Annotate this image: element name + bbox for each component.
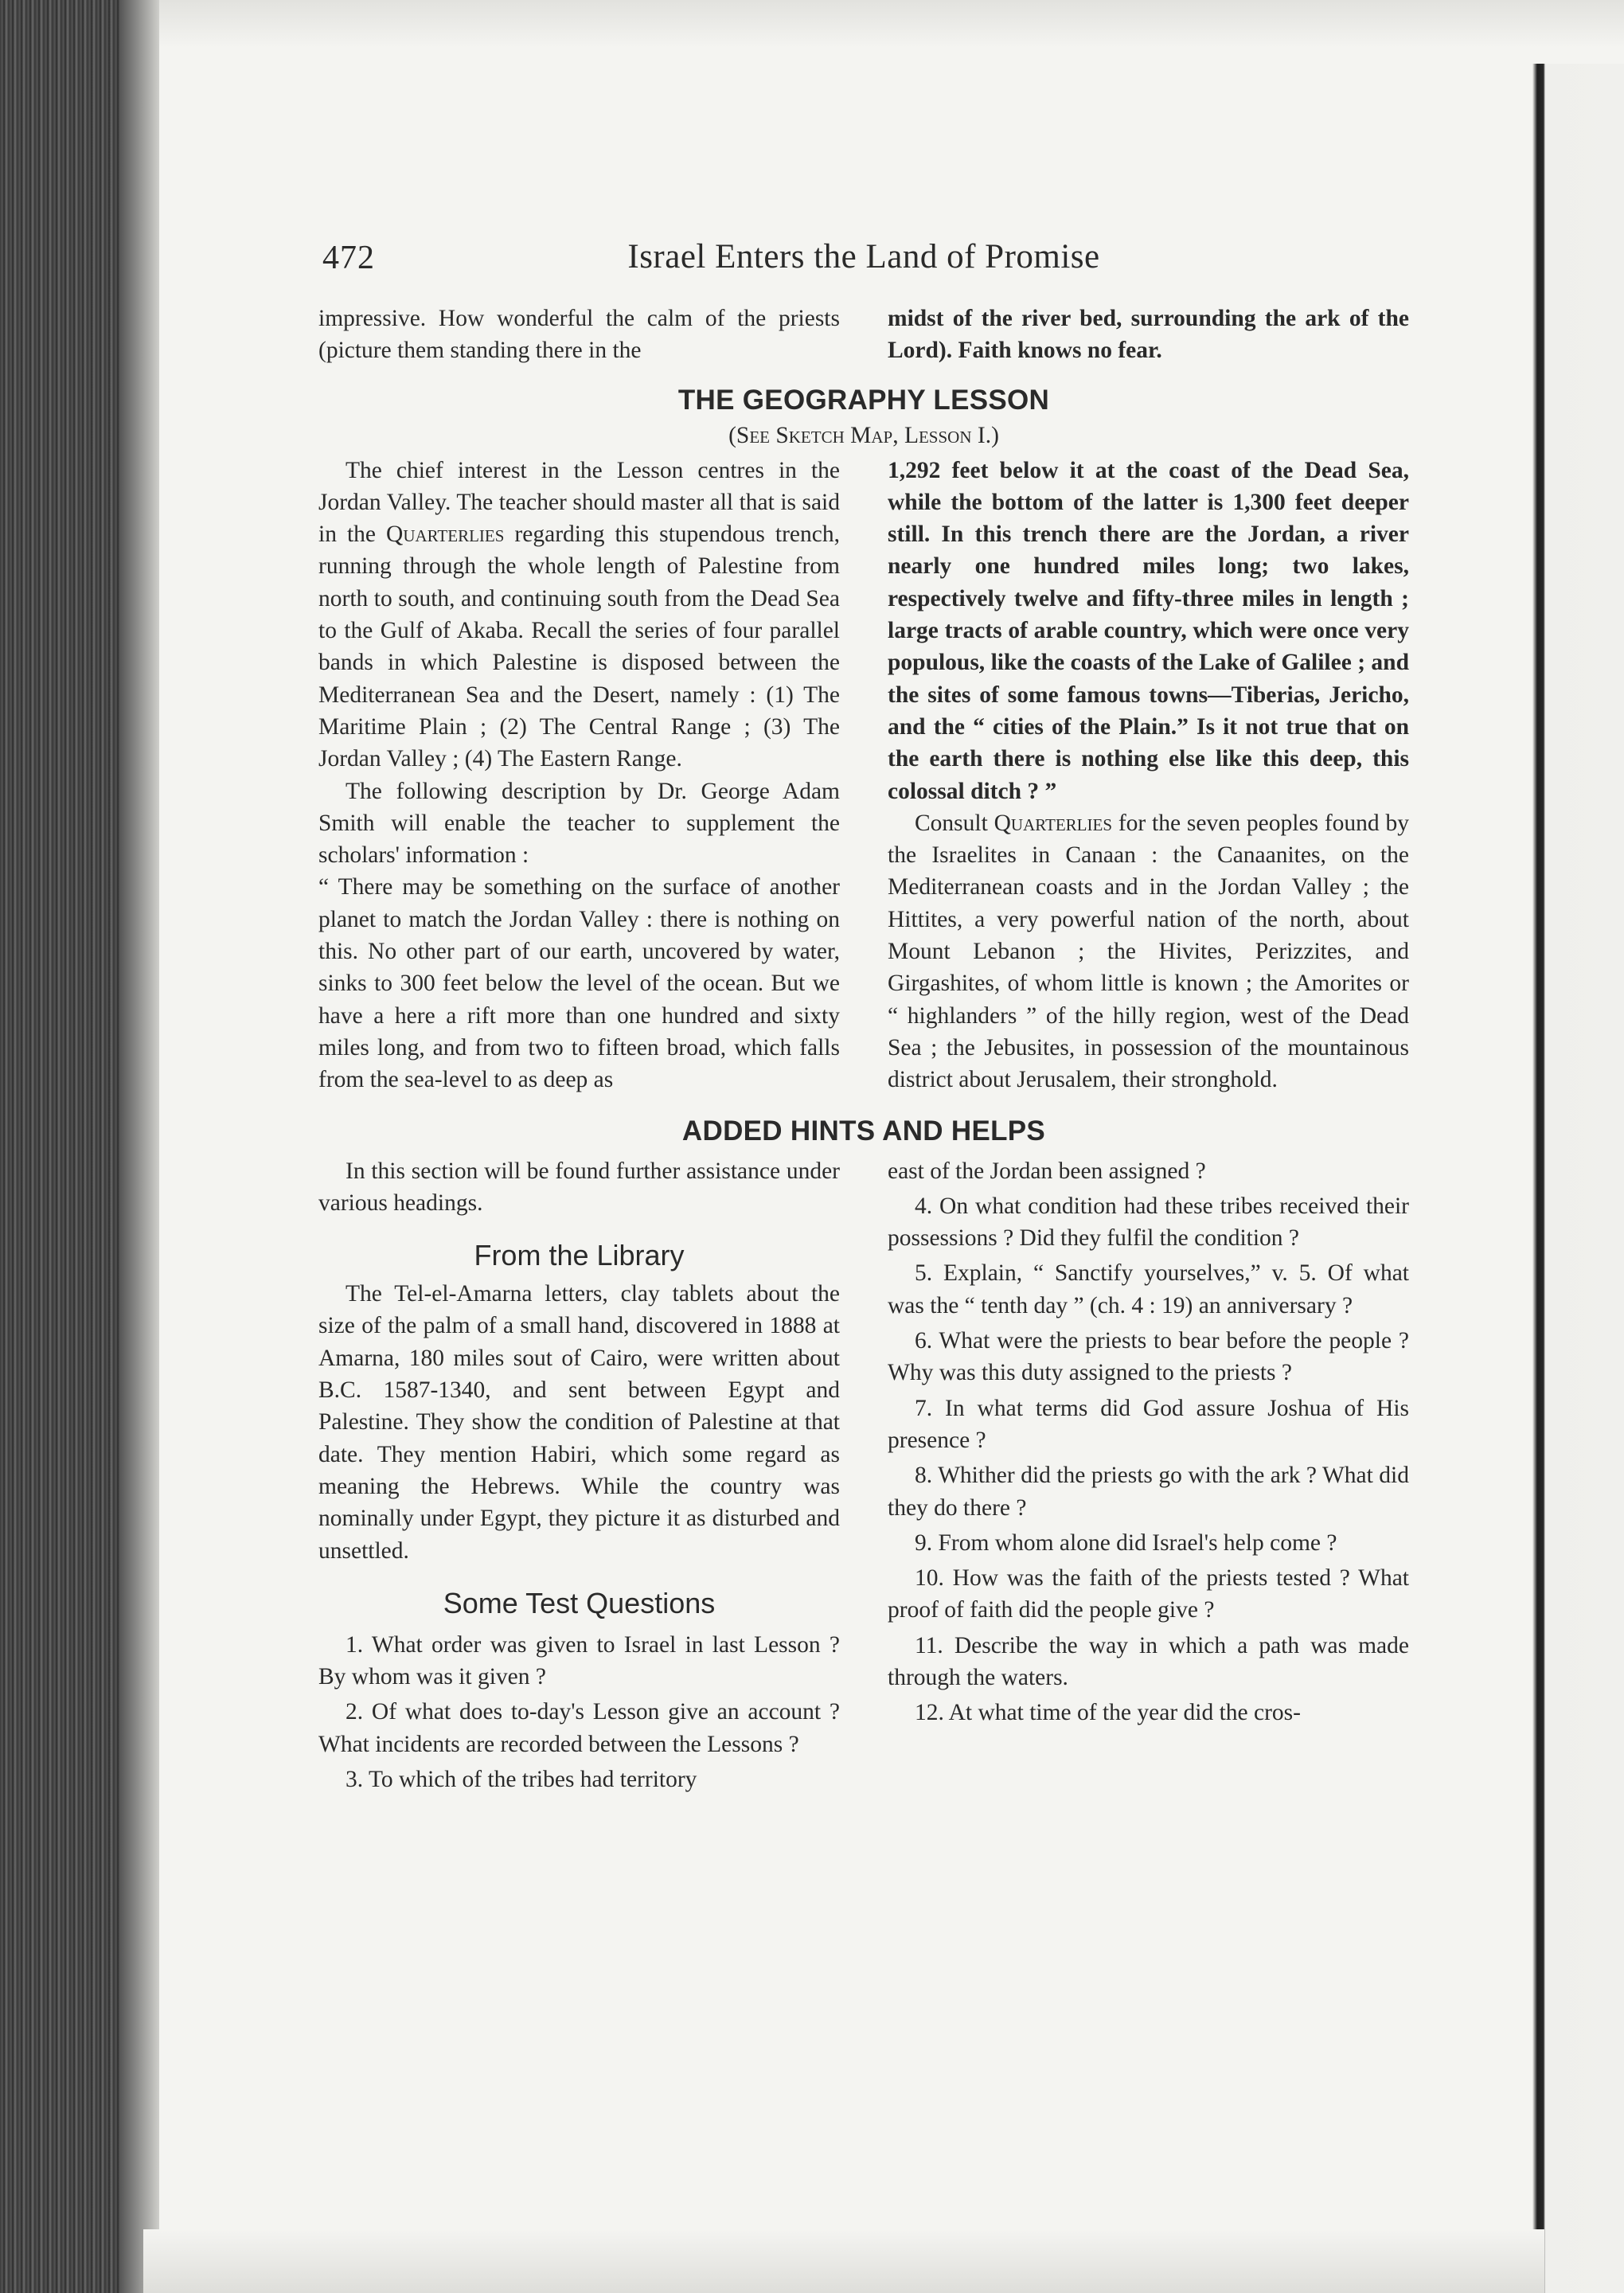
book-page <box>318 231 1409 2197</box>
intro-columns <box>318 303 1409 367</box>
question-item: 12. At what time of the year did the cros- <box>915 1700 1301 1726</box>
hints-heading: ADDED HINTS AND HELPS <box>681 1115 1046 1146</box>
text-run: Consult <box>915 810 994 836</box>
page-number: 472 <box>322 240 375 276</box>
question-item: 4. On what condition had these tribes received their possessions ? Did they fulfil the condition ? <box>888 1193 1409 1252</box>
question-item: 1. What order was given to Israel in last Lesson ? By whom was it given ? <box>318 1631 840 1690</box>
smith-quote-continued: 1,292 feet below it at the coast of the Dead Sea, while the bottom of the latter is 1,300 feet deeper still. In this trench there are the Jordan, a river nearly one hundred miles long; two lakes, respectively twelve and fifty-three miles in length ; large tracts of arable country, which were once very populous, like the coasts of the Lake of Galilee ; and the sites of some famous towns—Tiberias, Jericho, and the “ cities of the Plain.” Is it not true that on the earth there is nothing else like this deep, this colossal ditch ? ” <box>888 457 1409 804</box>
scan-top-shadow <box>0 0 1624 48</box>
scan-bottom-shadow <box>143 2229 1544 2293</box>
question-item: 8. Whither did the priests go with the ark ? What did they do there ? <box>888 1463 1409 1521</box>
intro-right-text: midst of the river bed, surrounding the ark of the Lord). Faith knows no fear. <box>888 306 1409 364</box>
geography-heading: THE GEOGRAPHY LESSON <box>677 384 1050 416</box>
geography-paragraph <box>318 455 840 775</box>
questions-heading: Some Test Questions <box>443 1586 716 1619</box>
library-text: The Tel-el-Amarna letters, clay tablets about the size of the palm of a small hand, discovered in 1888 at Amarna, 180 miles sout of Cairo, were written about B.C. 1587-1340, and sent between Egypt and Palestine. They show the condition of Palestine at that date. They mention Habiri, which some regard as meaning the Hebrews. While the country was nominally under Egypt, they picture it as disturbed and unsettled. <box>318 1281 840 1564</box>
text-run: for the seven peoples found by the Israelites in Canaan : the Canaanites, on the Mediterranean coasts and in the Jordan Valley ; the Hittites, a very powerful nation of the north, about Mount Lebanon ; the Hivites, Perizzites, and Girgashites, of whom little is known ; the Amorites or “ highlanders ” of the hilly region, west of the Dead Sea ; the Jebusites, in possession of the mountainous district about Jerusalem, their stronghold. <box>888 810 1409 1093</box>
question-item: 3. To which of the tribes had territory <box>345 1766 697 1792</box>
question-item: 11. Describe the way in which a path was made through the waters. <box>888 1632 1409 1690</box>
hints-intro: In this section will be found further assistance under various headings. <box>318 1158 840 1216</box>
text-run: The chief interest in the Lesson centres in the Jordan Valley. The teacher should master all that is said in the <box>318 457 840 548</box>
book-gutter-shadow <box>119 0 159 2293</box>
geography-columns <box>318 455 1409 1096</box>
question-item: 9. From whom alone did Israel's help come ? <box>915 1529 1337 1556</box>
hints-left-column <box>318 1155 840 1796</box>
next-page-edge <box>1532 64 1624 2293</box>
running-title: Israel Enters the Land of Promise <box>627 238 1100 275</box>
sketch-map-note: (See Sketch Map, Lesson I.) <box>728 422 999 448</box>
question-continued: east of the Jordan been assigned ? <box>888 1158 1206 1184</box>
question-item: 7. In what terms did God assure Joshua of His presence ? <box>888 1395 1409 1453</box>
quarterlies-ref: Quarterlies <box>994 810 1112 836</box>
hints-columns <box>318 1155 1409 1796</box>
quarterlies-ref: Quarterlies <box>386 521 505 548</box>
question-item: 2. Of what does to-day's Lesson give an account ? What incidents are recorded between the Lessons ? <box>318 1699 840 1757</box>
hints-right-column <box>888 1155 1409 1796</box>
running-head <box>318 231 1409 303</box>
question-item: 10. How was the faith of the priests tested ? What proof of faith did the people give ? <box>888 1565 1409 1623</box>
geography-paragraph <box>888 807 1409 1096</box>
library-heading: From the Library <box>474 1239 685 1272</box>
smith-quote: “ There may be something on the surface of another planet to match the Jordan Valley : there is nothing on this. No other part of our earth, uncovered by water, sinks to 300 feet below the level of the ocean. But we have a here a rift more than one hundred and sixty miles long, and from two to fifteen broad, which falls from the sea-level to as deep as <box>318 874 840 1093</box>
question-item: 5. Explain, “ Sanctify yourselves,” v. 5. Of what was the “ tenth day ” (ch. 4 : 19) an anniversary ? <box>888 1260 1409 1318</box>
geography-right-column <box>888 455 1409 1096</box>
geography-paragraph: The following description by Dr. George Adam Smith will enable the teacher to supplement the scholars' information : <box>318 778 840 869</box>
geography-left-column <box>318 455 840 1096</box>
intro-left-text: impressive. How wonderful the calm of the priests (picture them standing there in the <box>318 306 840 364</box>
question-item: 6. What were the priests to bear before the people ? Why was this duty assigned to the priests ? <box>888 1328 1409 1386</box>
text-run: regarding this stupendous trench, running through the whole length of Palestine from north to south, and continuing south from the Dead Sea to the Gulf of Akaba. Recall the series of four parallel bands in which Palestine is disposed between the Mediterranean Sea and the Desert, namely : (1) The Maritime Plain ; (2) The Central Range ; (3) The Jordan Valley ; (4) The Eastern Range. <box>318 521 840 772</box>
